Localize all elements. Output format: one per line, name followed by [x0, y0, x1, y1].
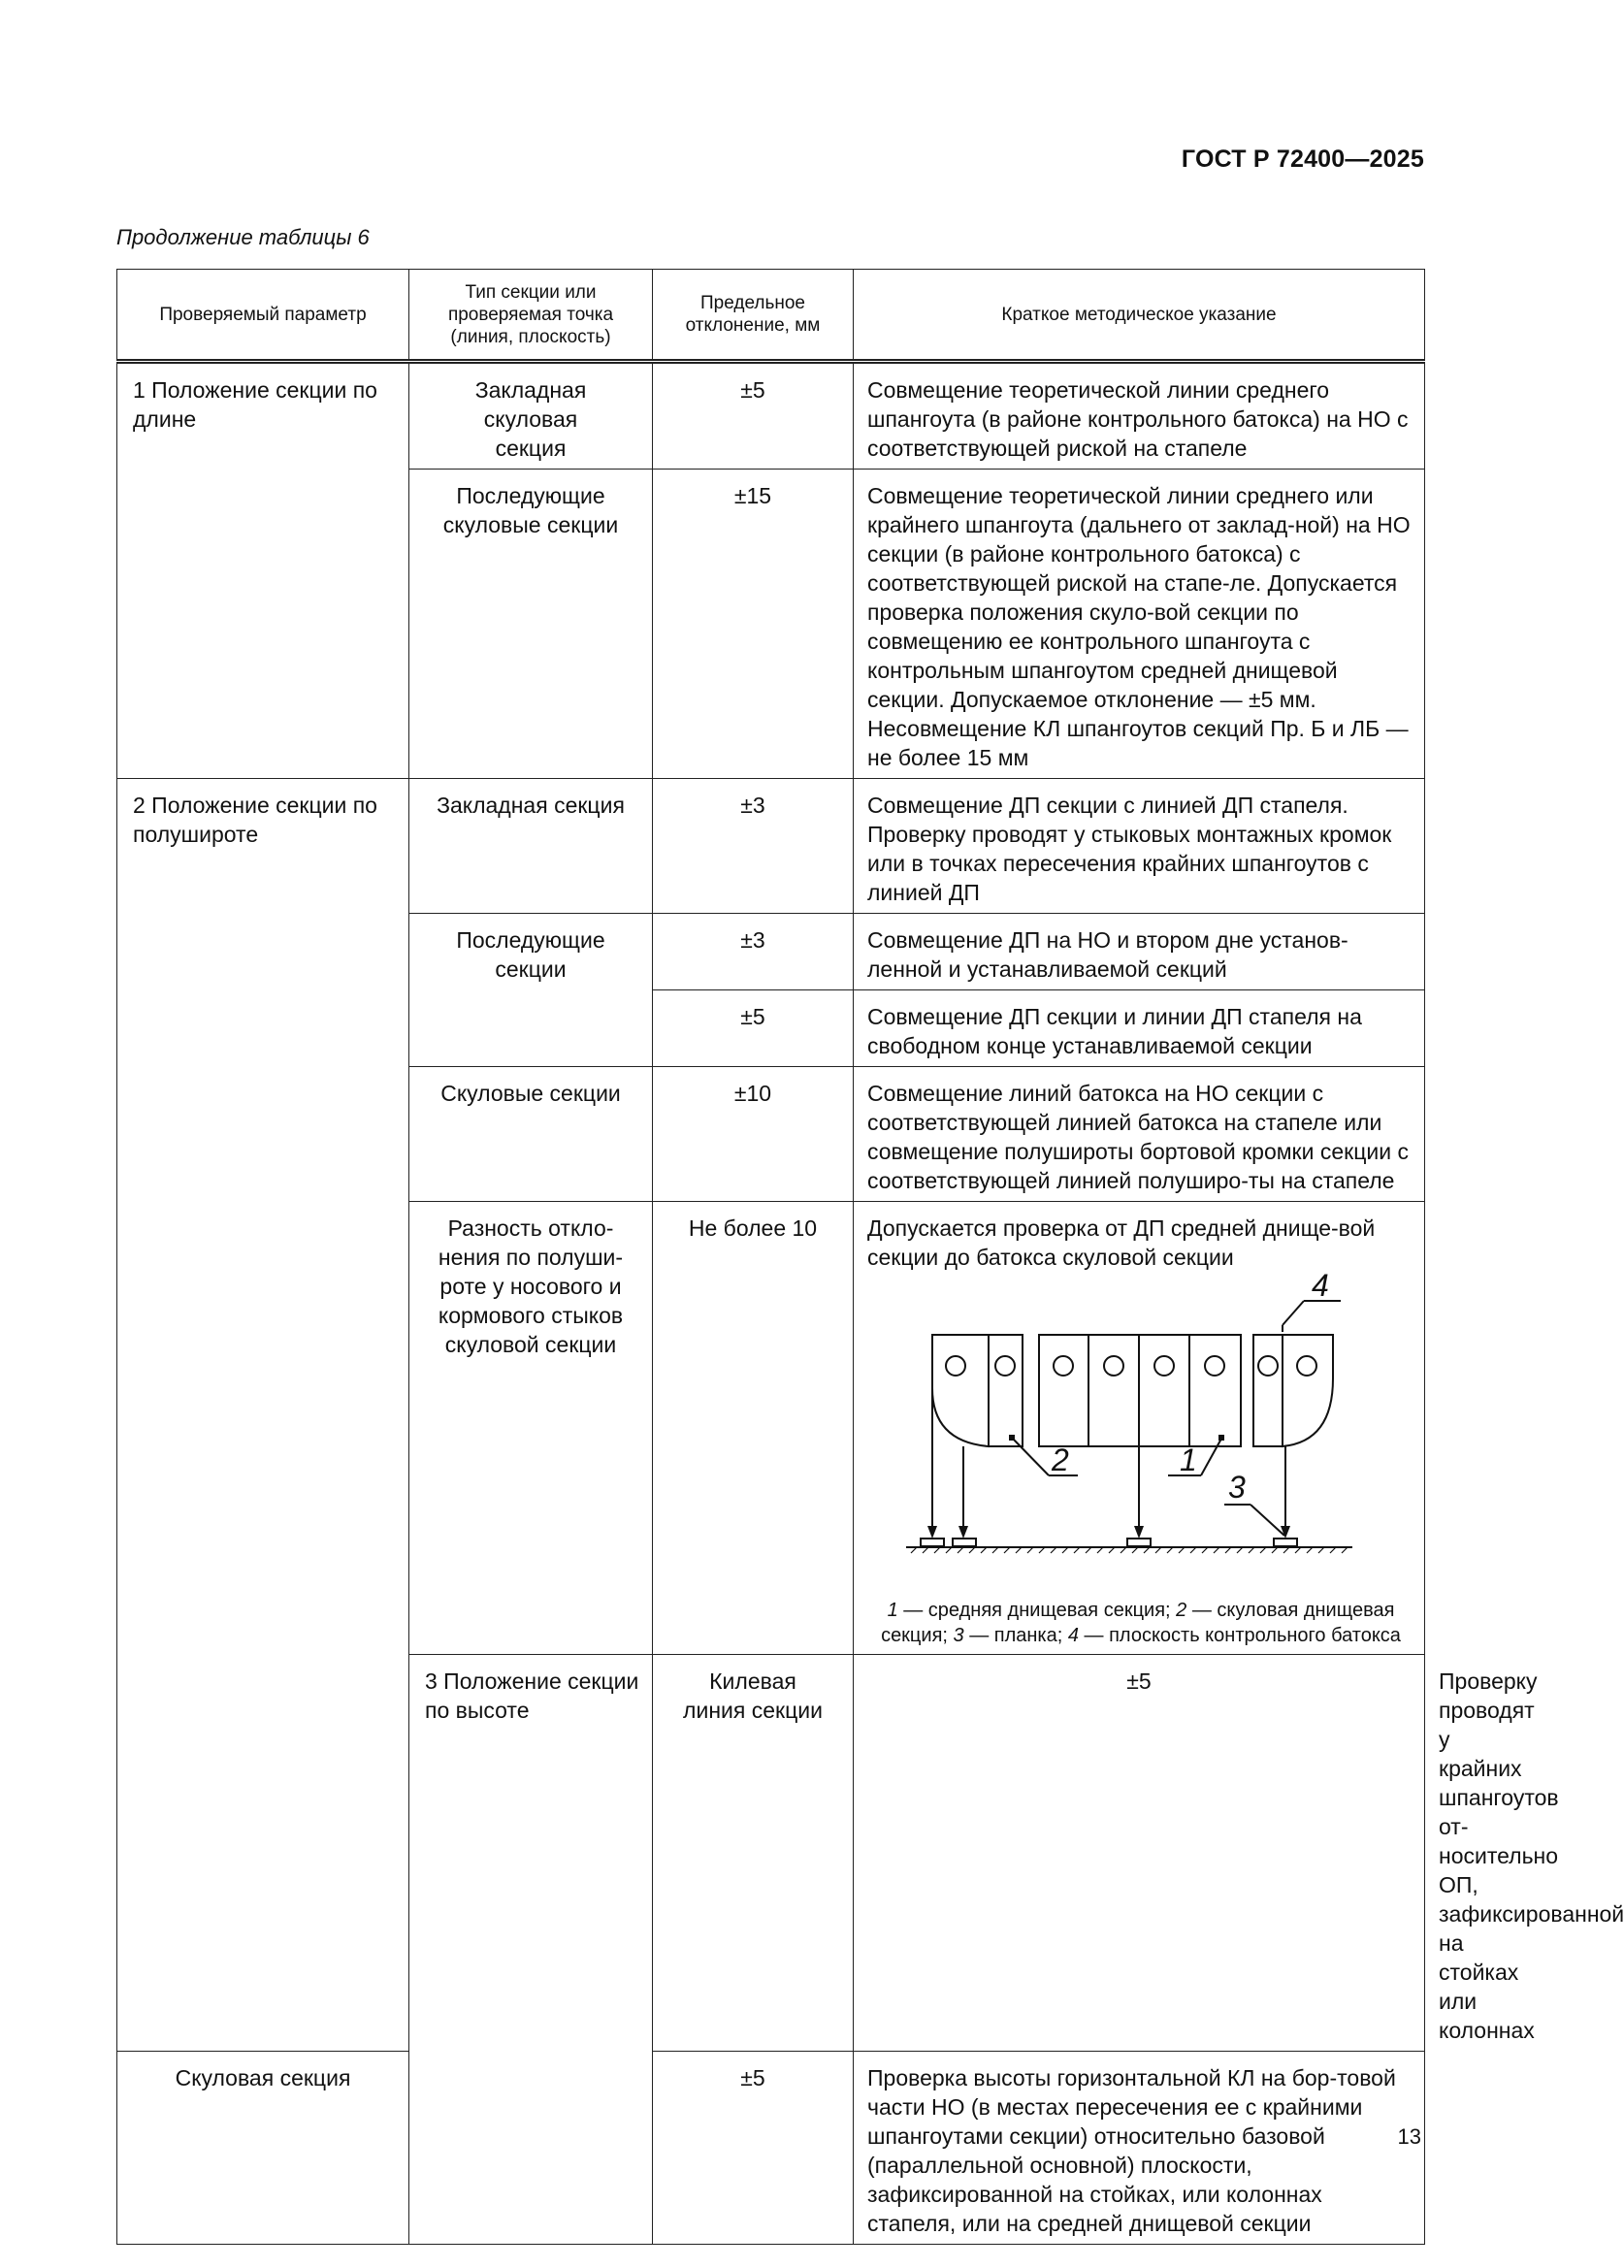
figure-label-1: 1 [1180, 1442, 1197, 1477]
table-header-row [117, 270, 1425, 362]
buttock-plane-leader [1283, 1301, 1304, 1325]
note-cell: Проверка высоты горизонтальной КЛ на бор-товой части НО (в местах пересечения ее с крайними шпангоутами секции) относительно базовой (параллельной основной) плоскости, зафиксированной на стойках, или колоннах стапеля, или на средней днищевой секции [854, 2052, 1425, 2245]
table-row [117, 779, 1425, 914]
figure-legend [867, 1598, 1414, 1648]
deviation-cell: Не более 10 [653, 1202, 854, 1655]
figure-label-3: 3 [1228, 1470, 1246, 1505]
type-cell: Закладная скуловая секция [409, 362, 653, 470]
note-cell [854, 1202, 1425, 1655]
type-cell: Скуловые секции [409, 1067, 653, 1202]
deviation-cell: ±15 [653, 470, 854, 779]
left-bilge-frame [989, 1335, 1023, 1446]
note-cell: Совмещение ДП секции с линией ДП стапеля. Проверку проводят у стыковых монтажных кромок или в точках пересечения крайних шпангоутов с линией ДП [854, 779, 1425, 914]
left-bilge-section [932, 1335, 989, 1446]
note-cell: Совмещение линий батокса на НО секции с соответствующей линией батокса на стапеле или совмещение полушироты бортовой кромки секции с соответствующей линией полуширо-ты на стапеле [854, 1067, 1425, 1202]
deviation-cell: ±5 [653, 2052, 854, 2245]
type-cell: Скуловая секция [117, 2052, 409, 2245]
header-deviation: Предельное отклонение, мм [653, 270, 854, 362]
slipway-plate [953, 1539, 976, 1546]
frame-hole [995, 1356, 1015, 1376]
deviation-cell: ±3 [653, 779, 854, 914]
note-text: Допускается проверка от ДП средней днище-вой секции до батокса скуловой секции [867, 1215, 1376, 1270]
slipway-plate [1274, 1539, 1297, 1546]
note-cell: Совмещение ДП на НО и втором дне установ-ленной и устанавливаемой секций [854, 914, 1425, 990]
type-cell: Последующие скуловые секции [409, 470, 653, 779]
deviation-cell: ±10 [653, 1067, 854, 1202]
legend-text: — плоскость контрольного батокса [1078, 1625, 1401, 1646]
header-parameter: Проверяемый параметр [117, 270, 409, 362]
document-code: ГОСТ Р 72400—2025 [1181, 146, 1424, 173]
figure-label-2: 2 [1052, 1442, 1069, 1477]
deviation-cell: ±5 [653, 362, 854, 470]
legend-num: 2 [1176, 1600, 1187, 1621]
label-1-leader [1201, 1439, 1221, 1475]
frame-hole [946, 1356, 965, 1376]
page-number: 13 [1397, 2124, 1421, 2149]
table-row: 3 Положение секции по высоте Килевая линия секции ±5 Проверку проводят у крайних шпангоутов от-носительно ОП, зафиксированной на стойках или колоннах [117, 1655, 1425, 2052]
param-cell: 2 Положение секции по полушироте [117, 779, 409, 2052]
right-bilge-section [1283, 1335, 1333, 1446]
legend-num: 1 [887, 1600, 898, 1621]
deviation-cell: ±5 [653, 990, 854, 1067]
type-cell: Последующие секции [409, 914, 653, 1067]
figure-label-4: 4 [1312, 1268, 1329, 1303]
legend-text: — планка; [963, 1625, 1068, 1646]
type-cell: Разность откло-нения по полуши-роте у носового и кормового стыков скуловой секции [409, 1202, 653, 1655]
table-continuation-caption: Продолжение таблицы 6 [116, 225, 370, 249]
deviation-cell: ±3 [653, 914, 854, 990]
frame-hole [1297, 1356, 1316, 1376]
table-row [117, 362, 1425, 470]
legend-num: 3 [953, 1625, 964, 1646]
note-cell: Совмещение ДП секции и линии ДП стапеля на свободном конце устанавливаемой секции [854, 990, 1425, 1067]
legend-text: — скуловая днищевая секция; [881, 1600, 1395, 1646]
deviation-cell: ±5 [854, 1655, 1425, 2052]
note-cell: Совмещение теоретической линии среднего шпангоута (в районе контрольного батокса) на НО с соответствующей риской на стапеле [854, 362, 1425, 470]
header-section-type: Тип секции или проверяемая точка (линия, плоскость) [409, 270, 653, 362]
header-method-note: Краткое методическое указание [854, 270, 1425, 362]
legend-text: — средняя днищевая секция; [897, 1600, 1177, 1621]
param-cell: 1 Положение секции по длине [117, 362, 409, 779]
label-2-leader [1013, 1439, 1049, 1475]
frame-hole [1054, 1356, 1073, 1376]
legend-num: 4 [1067, 1625, 1079, 1646]
table-row [117, 2052, 1425, 2245]
slipway-plate [921, 1539, 944, 1546]
right-bilge-frame [1253, 1335, 1283, 1446]
label-3-leader [1250, 1505, 1284, 1536]
frame-hole [1104, 1356, 1123, 1376]
section-diagram [867, 1268, 1415, 1592]
slipway-plate [1127, 1539, 1151, 1546]
type-cell: Закладная секция [409, 779, 653, 914]
frame-hole [1258, 1356, 1278, 1376]
type-cell: Килевая линия секции [653, 1655, 854, 2052]
param-cell: 3 Положение секции по высоте [409, 1655, 653, 2245]
frame-hole [1154, 1356, 1174, 1376]
note-cell: Совмещение теоретической линии среднего или крайнего шпангоута (дальнего от заклад-ной) на НО секции (в районе контрольного батокса) с соответствующей риской на стапе-ле. Допускается проверка положения скуло-вой секции по совмещению ее контрольного шпангоута с контрольным шпангоутом средней днищевой секции. Допускаемое отклонение — ±5 мм. Несовмещение КЛ шпангоутов секций Пр. Б и ЛБ — не более 15 мм [854, 470, 1425, 779]
deviation-table [116, 269, 1624, 2245]
frame-hole [1205, 1356, 1224, 1376]
